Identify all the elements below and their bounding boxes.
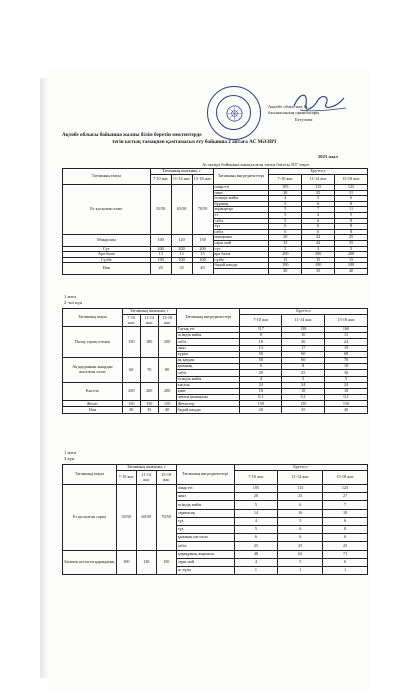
ingredient-gross: 1	[278, 566, 323, 574]
ingredient-name: тұз	[176, 525, 234, 533]
ingredient-gross: 71	[323, 550, 368, 558]
dish-yield: 35	[140, 407, 158, 413]
ingredient-gross: 100	[335, 263, 368, 269]
dish-yield: 65/50	[171, 185, 192, 235]
ingredient-gross: 105	[234, 485, 278, 493]
ingredient-name: тұз	[213, 224, 269, 230]
header-age-7-10: 7-10 жас	[116, 471, 136, 485]
header-dish: Тағамның атауы	[63, 465, 117, 485]
day-label-3: 3 күн	[64, 456, 75, 461]
ingredient-gross: 25	[278, 542, 323, 550]
ingredient-gross: 6	[302, 201, 335, 207]
ingredient-gross: 4	[269, 196, 302, 202]
ingredient-name: сүзбе	[213, 257, 269, 263]
ingredient-gross: 160	[325, 327, 368, 333]
ingredient-name: күріш	[176, 351, 240, 357]
dish-yield: 100	[116, 550, 136, 575]
header-gross-7-10: 7-10 жас	[269, 175, 302, 185]
table2-body	[63, 327, 368, 414]
dish-name: Нан	[63, 263, 151, 274]
ingredient-gross: 25	[234, 542, 278, 550]
ingredient-name: сиыр еті	[213, 185, 269, 191]
ingredient-gross: 200	[302, 252, 335, 258]
header-gross-15-18: 15-18 жас	[335, 175, 368, 185]
ingredient-gross: 4	[302, 212, 335, 218]
ingredient-name: сүт	[213, 246, 269, 252]
dish-yield: 60/50	[136, 485, 156, 551]
page-shadow	[40, 78, 48, 678]
ingredient-gross: 117	[240, 327, 282, 333]
menu-year: 2023 жыл	[318, 154, 338, 159]
dish-yield: 150	[158, 401, 176, 407]
dish-yield: 200	[192, 246, 213, 252]
ingredient-gross: 2	[269, 246, 302, 252]
ingredient-gross: 0,1	[282, 395, 325, 401]
approval-role: басшысының орынбасары	[268, 110, 320, 115]
ingredient-gross: 5	[335, 212, 368, 218]
ingredient-gross: 1	[234, 566, 278, 574]
ingredient-gross: 5	[278, 558, 323, 566]
ingredient-name: сәбіз	[176, 339, 240, 345]
ingredient-gross: 15	[302, 257, 335, 263]
header-gross-7-10: 7-10 жас	[240, 315, 282, 327]
ingredient-gross: 30	[325, 370, 368, 376]
header-age-15-18: 15-18 жас	[158, 315, 176, 327]
ingredient-gross: 5	[234, 501, 278, 509]
ingredient-gross: 4	[234, 558, 278, 566]
dish-name: Ақ қауданнан жаңадан жасалған салат	[63, 357, 123, 382]
ingredient-name	[213, 268, 269, 274]
ingredient-gross: 20	[234, 493, 278, 501]
ingredient-gross: 24	[240, 382, 282, 388]
dish-yield: 80	[158, 357, 176, 382]
ingredient-gross: 6	[302, 229, 335, 235]
dish-yield: 130	[136, 550, 156, 575]
ingredient-name: лимон қышқылы	[176, 395, 240, 401]
ingredient-gross: 25	[282, 370, 325, 376]
dish-yield: 15	[192, 252, 213, 258]
ingredient-name: ақ қаудан	[176, 357, 240, 363]
ingredient-gross: 5	[278, 517, 323, 525]
dish-yield: 150	[122, 327, 140, 358]
ingredient-gross: 20	[269, 190, 302, 196]
ingredient-gross: 55	[335, 240, 368, 246]
ingredient-gross: 8	[335, 201, 368, 207]
ingredient-gross: 35	[302, 268, 335, 274]
ingredient-gross: 10	[282, 333, 325, 339]
ingredient-gross: 20	[282, 339, 325, 345]
menu-table-day3	[62, 464, 368, 575]
ingredient-gross: 24	[325, 339, 368, 345]
ingredient-name: қызанақ пастасы	[176, 534, 234, 542]
header-gross: Брутто,г	[234, 465, 367, 471]
ingredient-gross: 70	[325, 357, 368, 363]
ingredient-name: өсімдік майы	[176, 501, 234, 509]
ingredient-name: кисель	[176, 382, 240, 388]
approver-name: Бегулова	[295, 117, 313, 122]
ingredient-name: қызанақ	[176, 364, 240, 370]
ingredient-gross: 50	[240, 351, 282, 357]
ingredient-name: сәбіз	[213, 218, 269, 224]
dish-yield: 100	[150, 235, 171, 246]
official-stamp	[207, 86, 261, 140]
ingredient-gross: 42	[302, 240, 335, 246]
dish-name: Ара балы	[63, 252, 151, 258]
ingredient-gross: 105	[269, 185, 302, 191]
dish-yield: 150	[192, 235, 213, 246]
ingredient-gross: 16	[278, 509, 323, 517]
ingredient-gross: 7	[323, 501, 368, 509]
dish-yield: 35	[171, 263, 192, 274]
header-ingredients: Тағамның ингредиенттері	[176, 309, 240, 327]
ingredient-name: өсімдік майы	[176, 333, 240, 339]
ingredient-name: сәбіз	[176, 370, 240, 376]
ingredient-gross: 18	[323, 509, 368, 517]
dish-yield: 50/50	[116, 485, 136, 551]
ingredient-gross: 3	[302, 246, 335, 252]
dish-name: Ет қосылған көже	[63, 185, 151, 235]
dish-yield: 35/50	[150, 185, 171, 235]
ingredient-gross: 25	[335, 235, 368, 241]
dish-yield: 100	[192, 257, 213, 263]
ingredient-gross: 40	[325, 407, 368, 413]
header-age-11-14: 11-14 жас	[171, 175, 192, 185]
ingredient-gross: 11	[325, 333, 368, 339]
dish-name: Жеміс	[63, 401, 123, 407]
dish-name: Кисель	[63, 382, 123, 401]
ingredient-gross: 5	[269, 201, 302, 207]
header-gross-7-10: 7-10 жас	[234, 471, 278, 485]
dish-yield: 60	[122, 357, 140, 382]
dish-yield: 70/50	[156, 485, 176, 551]
menu-title-line2: тегін ыстық тамақпен қамтамасыз ету бойынша 2 аптаға АС МӘЗІРІ	[112, 139, 277, 145]
header-gross-11-14: 11-14 жас	[302, 175, 335, 185]
ingredient-gross: 0,1	[240, 395, 282, 401]
header-dish: Тағамның атауы	[63, 309, 123, 327]
day-label-2: 2 -ші күн	[64, 300, 82, 305]
ingredient-gross: 5	[269, 218, 302, 224]
ingredient-gross: 125	[323, 485, 368, 493]
dish-yield: 200	[158, 382, 176, 401]
ingredient-gross: 15	[335, 257, 368, 263]
ingredient-name: бұршақ	[213, 201, 269, 207]
ingredient-gross: 100	[269, 263, 302, 269]
ingredient-name: сарымсақ	[176, 509, 234, 517]
ingredient-gross: 10	[282, 388, 325, 394]
week-label-2: 1 апта	[64, 450, 76, 455]
header-ingredients: Тағамның ингредиенттері	[213, 169, 269, 185]
ingredient-gross: 15	[269, 257, 302, 263]
ingredient-gross: 150	[240, 401, 282, 407]
table-row	[63, 550, 368, 558]
ingredient-gross: 35	[282, 407, 325, 413]
ingredient-gross: 5	[282, 376, 325, 382]
ingredient-name: ас тұзы	[176, 566, 234, 574]
ingredient-name: сәбіз	[176, 542, 234, 550]
ingredient-gross: 31	[335, 190, 368, 196]
dish-yield: 13	[171, 252, 192, 258]
dish-name: Сүзбе	[63, 257, 151, 263]
ingredient-gross: 22	[302, 235, 335, 241]
ingredient-name: өсімдік майы	[213, 196, 269, 202]
dish-yield: 200	[171, 246, 192, 252]
dish-yield: 120	[171, 235, 192, 246]
ingredient-gross: 10	[325, 364, 368, 370]
ingredient-gross: 125	[335, 185, 368, 191]
ingredient-gross: 6	[269, 229, 302, 235]
header-dish: Тағамның атауы	[63, 169, 151, 185]
ingredient-gross: 17	[282, 345, 325, 351]
dish-yield: 200	[140, 382, 158, 401]
ingredient-gross: 33	[269, 240, 302, 246]
dish-yield: 40	[158, 407, 176, 413]
dish-yield: 100	[150, 257, 171, 263]
dish-name: Ет қосылған сорпа	[63, 485, 117, 551]
ingredient-gross: 40	[335, 268, 368, 274]
ingredient-gross: 8	[335, 229, 368, 235]
ingredient-gross: 7	[302, 207, 335, 213]
ingredient-gross: 24	[282, 382, 325, 388]
week-label-1: 1 апта	[64, 294, 76, 299]
ingredient-name: пияз	[176, 345, 240, 351]
ingredient-gross: 6	[240, 364, 282, 370]
ingredient-gross: 20	[240, 407, 282, 413]
dish-yield: 200	[158, 327, 176, 358]
dish-yield: 70/50	[192, 185, 213, 235]
dish-name: Бөлшек кесілген қаракұмық	[63, 550, 117, 575]
header-age-7-10: 7-10 жас	[150, 175, 171, 185]
header-gross-11-14: 11-14 жас	[278, 471, 323, 485]
header-gross: Брутто,г	[269, 169, 368, 175]
ingredient-name: ара балы	[213, 252, 269, 258]
ingredient-name: сабіз	[213, 229, 269, 235]
ingredient-gross: 0,1	[325, 395, 368, 401]
ingredient-name: қарақұмық жармасы	[176, 550, 234, 558]
ingredient-gross: 50	[240, 357, 282, 363]
ingredient-gross: 1	[323, 566, 368, 574]
ingredient-gross: 5	[325, 376, 368, 382]
menu-title-line1: Ақтөбе облысы бойынша жалпы білім беретін мектептерде	[62, 132, 202, 138]
ingredient-gross: 8	[240, 333, 282, 339]
header-gross-15-18: 15-18 жас	[325, 315, 368, 327]
header-gross-15-18: 15-18 жас	[323, 471, 368, 485]
dish-yield: 150	[140, 401, 158, 407]
header-gross: Брутто,г	[240, 309, 368, 315]
ingredient-name: бидай нанды	[176, 407, 240, 413]
ingredient-gross: 6	[302, 224, 335, 230]
ingredient-name: бидай нанды	[213, 263, 269, 269]
header-age-11-14: 11-14 жас	[136, 471, 156, 485]
approval-org-line: Ақтөбе облыстық бі...	[268, 104, 311, 109]
ingredient-gross: 138	[282, 327, 325, 333]
dish-name: Сүт	[63, 246, 151, 252]
ingredient-name: өсімдік майы	[176, 376, 240, 382]
ingredient-gross: 8	[335, 218, 368, 224]
dish-yield: 180	[140, 327, 158, 358]
ingredient-name: Тауық еті	[176, 327, 240, 333]
header-gross-11-14: 11-14 жас	[282, 315, 325, 327]
ingredient-name: Жемістер	[176, 401, 240, 407]
ingredient-name: пияз	[213, 190, 269, 196]
ingredient-gross: 6	[335, 196, 368, 202]
ingredient-gross: 8	[335, 224, 368, 230]
ingredient-gross: 60	[282, 357, 325, 363]
ingredient-gross: 6	[323, 517, 368, 525]
ingredient-gross: 8	[323, 525, 368, 533]
ingredient-gross: 100	[302, 263, 335, 269]
ingredient-gross: 6	[278, 534, 323, 542]
ingredient-gross: 200	[335, 252, 368, 258]
ingredient-gross: 68	[325, 351, 368, 357]
ingredient-gross: 5	[269, 212, 302, 218]
ingredient-gross: 6	[234, 534, 278, 542]
ingredient-gross: 20	[269, 235, 302, 241]
ingredient-name: сары май	[213, 240, 269, 246]
ingredient-gross: 115	[302, 185, 335, 191]
ingredient-gross: 18	[240, 339, 282, 345]
table-row	[63, 485, 368, 493]
ingredient-gross: 200	[269, 252, 302, 258]
ingredient-gross: 6	[269, 224, 302, 230]
ingredient-gross: 27	[323, 493, 368, 501]
header-age-15-18: 15-18 жас	[192, 175, 213, 185]
ingredient-gross: 150	[325, 401, 368, 407]
ingredient-name: тұз	[176, 517, 234, 525]
ingredient-gross: 10	[325, 388, 368, 394]
ingredient-gross: 4	[234, 517, 278, 525]
ingredient-gross: 6	[323, 558, 368, 566]
ingredient-name: пияз	[176, 493, 234, 501]
kazakhstan-emblem-icon	[225, 104, 244, 123]
ingredient-gross: 25	[323, 542, 368, 550]
header-ingredients: Тағамның ингредиенттері	[176, 465, 234, 485]
menu-price-note: Ас мәзірі бойынша анықталған тағам бағасы 507 теңге	[202, 162, 310, 167]
dish-yield: 200	[150, 246, 171, 252]
dish-yield: 40	[192, 263, 213, 274]
ingredient-gross: 6	[278, 501, 323, 509]
ingredient-gross: 20	[240, 370, 282, 376]
menu-table-day1	[62, 168, 368, 275]
ingredient-gross: 6	[278, 525, 323, 533]
ingredient-name: жұмыртқа	[213, 207, 269, 213]
ingredient-gross: 25	[302, 190, 335, 196]
dish-yield: 100	[171, 257, 192, 263]
ingredient-gross: 5	[302, 196, 335, 202]
ingredient-name: ет	[213, 212, 269, 218]
header-yield: Тағамның шығымы, г	[116, 465, 176, 471]
dish-name: Палау тауық етімен	[63, 327, 123, 358]
ingredient-gross: 19	[325, 345, 368, 351]
dish-yield: 70	[140, 357, 158, 382]
dish-yield: 13	[150, 252, 171, 258]
dish-yield: 150	[122, 401, 140, 407]
table-row	[63, 407, 368, 413]
header-age-11-14: 11-14 жас	[140, 315, 158, 327]
dish-name: Макароны	[63, 235, 151, 246]
header-yield: Тағамның шығымы, г	[122, 309, 176, 315]
ingredient-gross: 5	[335, 246, 368, 252]
ingredient-gross: 5	[269, 207, 302, 213]
ingredient-name: макароны	[213, 235, 269, 241]
menu-table-day2	[62, 308, 368, 414]
ingredient-gross: 115	[278, 485, 323, 493]
ingredient-gross: 8	[282, 364, 325, 370]
dish-yield: 200	[122, 382, 140, 401]
ingredient-gross: 62	[278, 550, 323, 558]
ingredient-gross: 24	[325, 382, 368, 388]
ingredient-gross: 6	[302, 218, 335, 224]
dish-name: Нан	[63, 407, 123, 413]
table3-body	[63, 485, 368, 575]
header-age-15-18: 15-18 жас	[156, 471, 176, 485]
dish-yield: 150	[156, 550, 176, 575]
ingredient-gross: 6	[323, 534, 368, 542]
ingredient-gross: 13	[240, 345, 282, 351]
ingredient-gross: 5	[234, 525, 278, 533]
ingredient-gross: 11	[335, 207, 368, 213]
ingredient-gross: 10	[240, 388, 282, 394]
table1-body	[63, 185, 368, 275]
ingredient-gross: 60	[282, 351, 325, 357]
ingredient-gross: 20	[269, 268, 302, 274]
header-age-7-10: 7-10 жас	[122, 315, 140, 327]
header-yield: Тағамның шығымы, г	[150, 169, 213, 175]
ingredient-name: сиыр еті	[176, 485, 234, 493]
dish-yield: 20	[122, 407, 140, 413]
ingredient-gross: 4	[240, 376, 282, 382]
ingredient-gross: 48	[234, 550, 278, 558]
ingredient-name: сары май	[176, 558, 234, 566]
ingredient-name: қант	[176, 388, 240, 394]
ingredient-gross: 23	[278, 493, 323, 501]
dish-yield: 20	[150, 263, 171, 274]
ingredient-gross: 14	[234, 509, 278, 517]
ingredient-gross: 150	[282, 401, 325, 407]
